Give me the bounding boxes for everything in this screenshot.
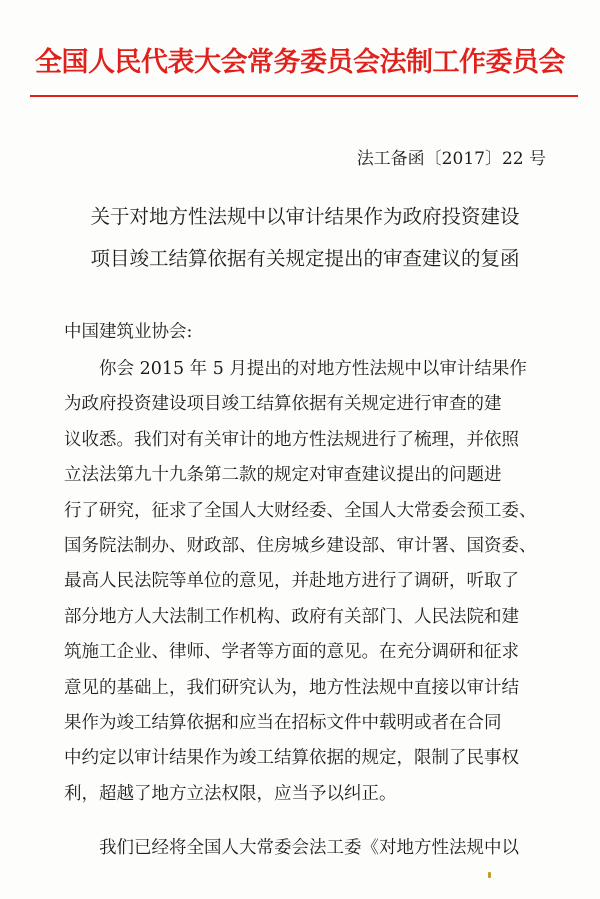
second-paragraph	[64, 831, 554, 866]
addressee: 中国建筑业协会:	[64, 322, 193, 342]
body-line: 行了研究，征求了全国人大财经委、全国人大常委会预工委、	[64, 500, 537, 521]
body-line: 部分地方人大法制工作机构、政府有关部门、人民法院和建	[64, 606, 519, 627]
body-line: 议收悉。我们对有关审计的地方性法规进行了梳理，并依照	[64, 429, 519, 450]
body-line: 利，超越了地方立法权限，应当予以纠正。	[64, 783, 397, 804]
letterhead-divider	[30, 95, 578, 97]
body-line: 国务院法制办、财政部、住房城乡建设部、审计署、国资委、	[64, 535, 537, 556]
body-line: 最高人民法院等单位的意见，并赴地方进行了调研，听取了	[64, 571, 519, 592]
document-title	[50, 196, 560, 280]
title-line: 项目竣工结算依据有关规定提出的审查建议的复函	[90, 247, 520, 270]
body-line: 中约定以审计结果作为竣工结算依据的规定，限制了民事权	[64, 748, 519, 769]
body-line: 我们已经将全国人大常委会法工委《对地方性法规中以	[99, 838, 519, 858]
body-line: 意见的基础上，我们研究认为，地方性法规中直接以审计结	[64, 677, 519, 698]
body-line: 立法法第九十九条第二款的规定对审查建议提出的问题进	[64, 465, 502, 486]
scan-mark	[488, 872, 491, 878]
body-line: 为政府投资建设项目竣工结算依据有关规定进行审查的建	[64, 394, 502, 415]
body-line: 筑施工企业、律师、学者等方面的意见。在充分调研和征求	[64, 642, 519, 663]
body-line: 果作为竣工结算依据和应当在招标文件中载明或者在合同	[64, 712, 502, 733]
letterhead-title: 全国人民代表大会常务委员会法制工作委员会	[35, 47, 565, 78]
title-line: 关于对地方性法规中以审计结果作为政府投资建设	[90, 205, 520, 228]
body-line: 你会 2015 年 5 月提出的对地方性法规中以审计结果作	[99, 359, 527, 379]
document-number: 法工备函〔2017〕22 号	[356, 149, 546, 169]
body-paragraph	[64, 352, 554, 812]
